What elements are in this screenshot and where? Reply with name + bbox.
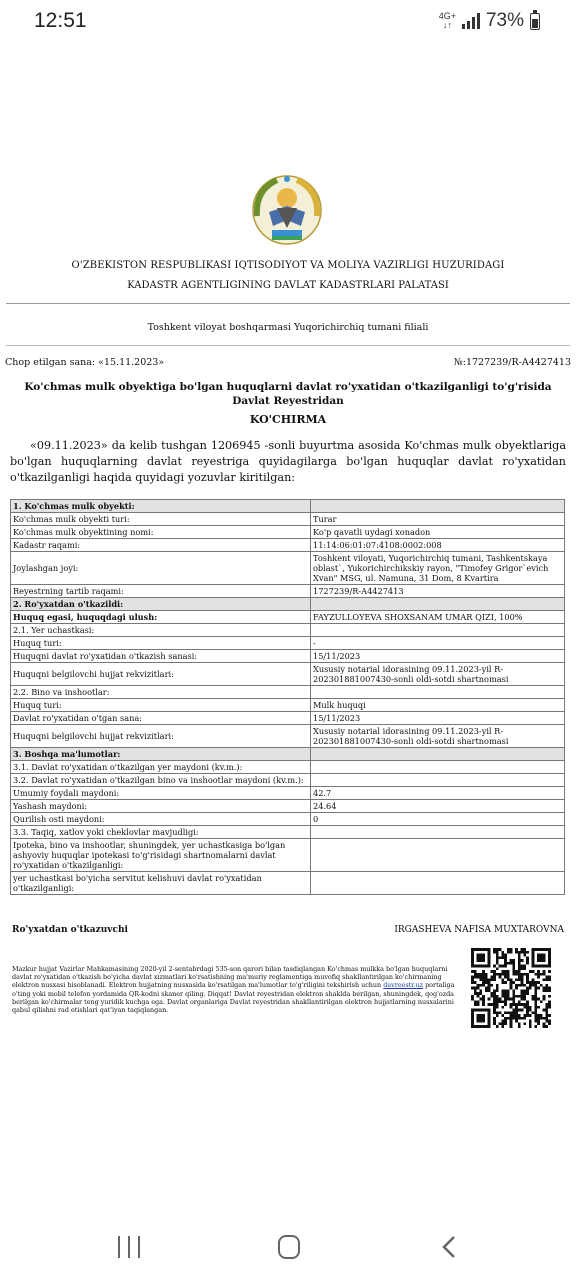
header-chamber: KADASTR AGENTLIGINING DAVLAT KADASTRLARI PALATASI bbox=[127, 280, 449, 291]
row-value: Xususiy notarial idorasining 09.11.2023-yil R-202301881007430-sonli oldi-sotdi shartnomasi bbox=[311, 725, 565, 748]
table-row bbox=[11, 650, 565, 663]
divider bbox=[6, 345, 570, 346]
table-row bbox=[11, 686, 565, 699]
row-value bbox=[311, 761, 565, 774]
table-row bbox=[11, 712, 565, 725]
status-time: 12:51 bbox=[34, 9, 87, 32]
table-row bbox=[11, 787, 565, 800]
row-label: Huquqni belgilovchi hujjat rekvizitlari: bbox=[11, 663, 311, 686]
divider bbox=[6, 303, 570, 304]
branch-name: Toshkent viloyat boshqarmasi Yuqorichirchiq tumani filiali bbox=[147, 322, 429, 333]
table-row bbox=[11, 800, 565, 813]
table-row bbox=[11, 761, 565, 774]
row-label: 3. Boshqa ma'lumotlar: bbox=[11, 748, 311, 761]
row-value bbox=[311, 624, 565, 637]
row-value bbox=[311, 598, 565, 611]
table-row bbox=[11, 637, 565, 650]
row-label: Umumiy foydali maydoni: bbox=[11, 787, 311, 800]
document-subtitle: KO'CHIRMA bbox=[249, 413, 327, 426]
document-title: Ko'chmas mulk obyektiga bo'lgan huquqlarni davlat ro'yxatidan o'tkazilganligi to'g'risida Davlat Reyestridan bbox=[24, 381, 552, 407]
table-row bbox=[11, 624, 565, 637]
home-icon[interactable] bbox=[278, 1235, 300, 1259]
row-value bbox=[311, 500, 565, 513]
intro-paragraph: «09.11.2023» da kelib tushgan 1206945 -sonli buyurtma asosida Ko'chmas mulk obyektlariga bo'lgan huquqlarning davlat reyestriga quyidagilarga bo'lgan huquqlar davlat ro'yxatidan o'tkazilganligi haqida quyidagi yozuvlar kiritilgan: bbox=[10, 439, 566, 484]
table-row bbox=[11, 813, 565, 826]
row-value: - bbox=[311, 637, 565, 650]
battery-percent: 73% bbox=[485, 10, 524, 31]
row-label: Huquq turi: bbox=[11, 699, 311, 712]
row-label: Huquqni belgilovchi hujjat rekvizitlari: bbox=[11, 725, 311, 748]
row-value: 11:14:06:01:07:4108:0002:008 bbox=[311, 539, 565, 552]
row-value: Xususiy notarial idorasining 09.11.2023-yil R-202301881007430-sonli oldi-sotdi shartnomasi bbox=[311, 663, 565, 686]
state-emblem-icon bbox=[247, 170, 327, 250]
row-label: Ko'chmas mulk obyektining nomi: bbox=[11, 526, 311, 539]
table-section-row bbox=[11, 598, 565, 611]
row-value bbox=[311, 686, 565, 699]
row-label: Joylashgan joyi: bbox=[11, 552, 311, 585]
qr-code-icon[interactable] bbox=[471, 948, 551, 1028]
davreestr-link[interactable]: davreestr.uz bbox=[383, 981, 424, 990]
network-indicator: 4G+ ↓↑ bbox=[438, 11, 456, 30]
table-row bbox=[11, 585, 565, 598]
registry-table bbox=[10, 499, 565, 895]
row-label: 3.2. Davlat ro'yxatidan o'tkazilgan bino va inshootlar maydoni (kv.m.): bbox=[11, 774, 311, 787]
row-value: FAYZULLOYEVA SHOXSANAM UMAR QIZI, 100% bbox=[311, 611, 565, 624]
signal-icon bbox=[462, 13, 480, 29]
row-label: yer uchastkasi bo'yicha servitut kelishuvi davlat ro'yxatidan o'tkazilganligi: bbox=[11, 872, 311, 895]
registrar-label: Ro'yxatdan o'tkazuvchi bbox=[12, 925, 128, 935]
row-value: Toshkent viloyati, Yuqorichirchiq tumani, Tashkentskaya oblast`, Yukorichirchikskiy rayon, "Timofey Grigor`evich Xvan" MSG, ul. Namuna, 31 Dom, 8 Kvartira bbox=[311, 552, 565, 585]
row-label: Kadastr raqami: bbox=[11, 539, 311, 552]
row-label: 2. Ro'yxatdan o'tkazildi: bbox=[11, 598, 311, 611]
header-ministry: O'ZBEKISTON RESPUBLIKASI IQTISODIYOT VA MOLIYA VAZIRLIGI HUZURIDAGI bbox=[71, 260, 505, 271]
row-label: Ipoteka, bino va inshootlar, shuningdek, yer uchastkasiga bo'lgan ashyoviy huquqlar ipotekasi to'g'risidagi shartnomalarni davlat ro'yxatidan o'tkazilganligi: bbox=[11, 839, 311, 872]
back-icon[interactable] bbox=[441, 1236, 457, 1258]
table-row bbox=[11, 699, 565, 712]
row-label: Yashash maydoni: bbox=[11, 800, 311, 813]
table-row bbox=[11, 552, 565, 585]
row-value: 15/11/2023 bbox=[311, 712, 565, 725]
row-label: Ko'chmas mulk obyekti turi: bbox=[11, 513, 311, 526]
table-row bbox=[11, 611, 565, 624]
status-bar bbox=[0, 0, 576, 44]
row-value bbox=[311, 839, 565, 872]
table-row bbox=[11, 826, 565, 839]
table-section-row bbox=[11, 500, 565, 513]
table-row bbox=[11, 526, 565, 539]
registrar-name: IRGASHEVA NAFISA MUXTAROVNA bbox=[394, 925, 564, 935]
row-value: 24.64 bbox=[311, 800, 565, 813]
row-value: 42.7 bbox=[311, 787, 565, 800]
navigation-bar bbox=[0, 1222, 576, 1280]
table-row bbox=[11, 839, 565, 872]
row-label: Huquqni davlat ro'yxatidan o'tkazish sanasi: bbox=[11, 650, 311, 663]
table-row bbox=[11, 872, 565, 895]
table-row bbox=[11, 774, 565, 787]
legal-footnote: Mazkur hujjat Vazirlar Mahkamasining 2020-yil 2-sentabrdagi 535-son qarori bilan tasdiqlangan Ko'chmas mulkka bo'lgan huquqlarni davlat ro'yxatidan o'tkazish bo'yicha davlat xizmatlari ko'rsatishning ma'muriy reglamentiga muvofiq shakllantirilgan ko'chirmaning elektron nusxasi hisoblanadi. Elektron hujjatning nusxasida ko'rsatilgan ma'lumotlar to'g'riligini tekshirish uchun davreestr.uz portaliga o'ting yoki mobil telefon yordamida QR-kodni skaner qiling. Diqqat! Davlat reyestridan elektron shaklda berilgan, shuningdek, qog'ozda berilgan ko'chirmalar teng yuridik kuchga ega. Davlat organlariga Davlat reyestridan shakllantirilgan elektron hujjatlarning nusxalarini qabul qilishni rad etishlari qat'iyan taqiqlangan. bbox=[12, 965, 455, 1015]
row-value: Ko'p qavatli uydagi xonadon bbox=[311, 526, 565, 539]
row-value: 0 bbox=[311, 813, 565, 826]
row-value bbox=[311, 826, 565, 839]
row-label: Huquq egasi, huquqdagi ulush: bbox=[11, 611, 311, 624]
table-row bbox=[11, 663, 565, 686]
print-date: Chop etilgan sana: «15.11.2023» bbox=[5, 357, 165, 368]
recent-apps-icon[interactable] bbox=[118, 1236, 140, 1258]
row-value: 15/11/2023 bbox=[311, 650, 565, 663]
row-value: 1727239/R-A4427413 bbox=[311, 585, 565, 598]
row-label: 1. Ko'chmas mulk obyekti: bbox=[11, 500, 311, 513]
row-label: Davlat ro'yxatidan o'tgan sana: bbox=[11, 712, 311, 725]
table-row bbox=[11, 513, 565, 526]
row-label: 3.1. Davlat ro'yxatidan o'tkazilgan yer maydoni (kv.m.): bbox=[11, 761, 311, 774]
row-value bbox=[311, 748, 565, 761]
row-value bbox=[311, 774, 565, 787]
row-value: Mulk huquqi bbox=[311, 699, 565, 712]
row-label: Reyestrning tartib raqami: bbox=[11, 585, 311, 598]
row-label: Qurilish osti maydoni: bbox=[11, 813, 311, 826]
row-label: 2.2. Bino va inshootlar: bbox=[11, 686, 311, 699]
status-right bbox=[439, 10, 540, 32]
document-number: №:1727239/R-A4427413 bbox=[453, 357, 571, 368]
table-row bbox=[11, 539, 565, 552]
row-value: Turar bbox=[311, 513, 565, 526]
row-label: Huquq turi: bbox=[11, 637, 311, 650]
row-value bbox=[311, 872, 565, 895]
row-label: 2.1. Yer uchastkasi: bbox=[11, 624, 311, 637]
row-label: 3.3. Taqiq, xatlov yoki cheklovlar mavjudligi: bbox=[11, 826, 311, 839]
table-row bbox=[11, 725, 565, 748]
table-section-row bbox=[11, 748, 565, 761]
battery-icon bbox=[530, 13, 540, 30]
